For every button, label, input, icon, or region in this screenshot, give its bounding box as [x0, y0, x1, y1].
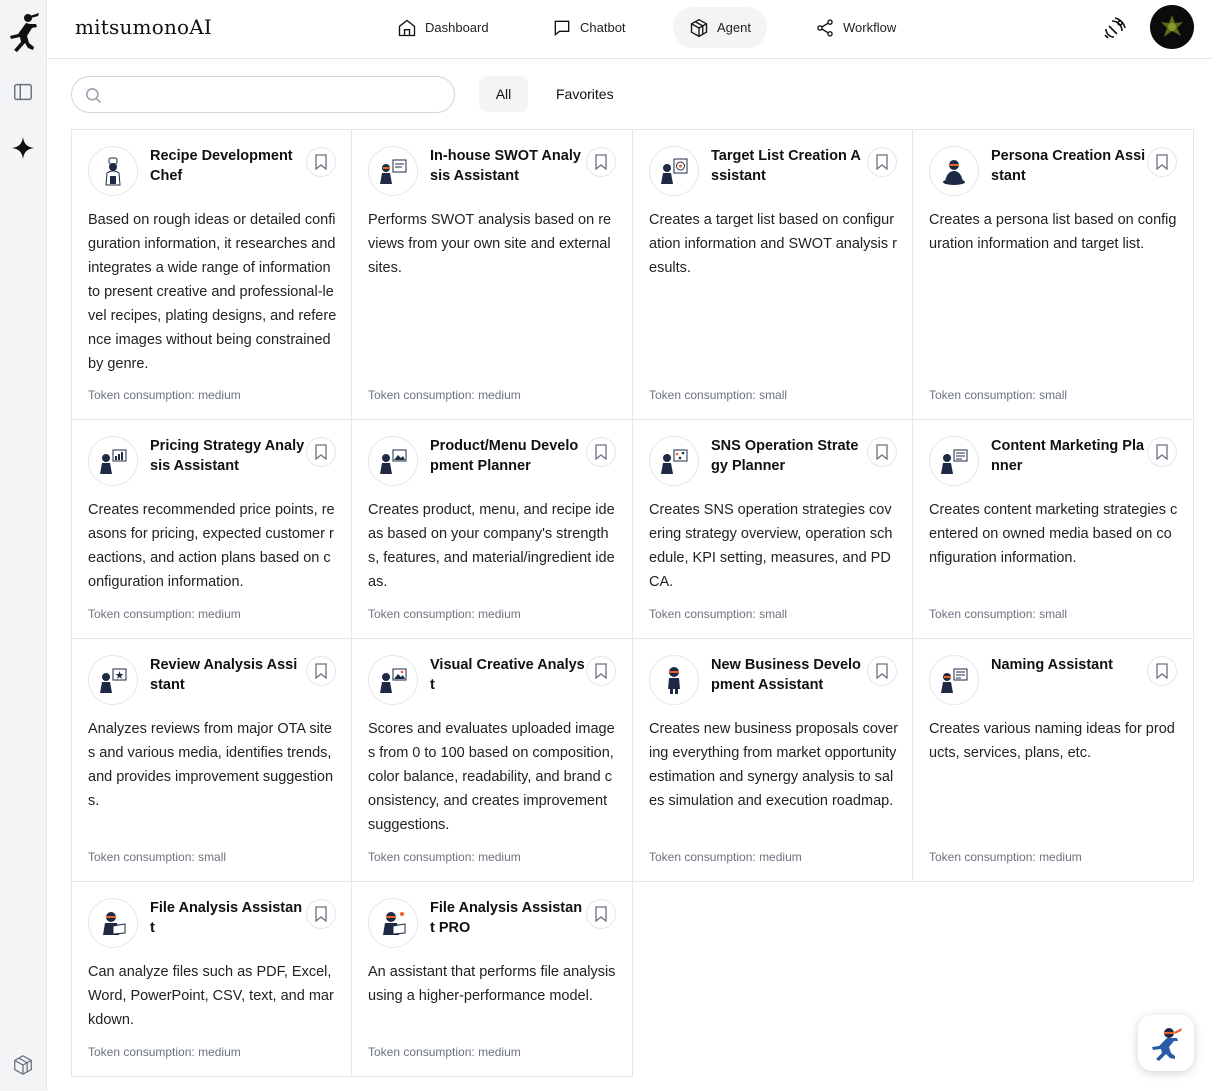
ninja-chart-icon [88, 436, 138, 486]
agent-description: Based on rough ideas or detailed configuration information, it researches and integrates a wide range of information to present creative and professional-level recipes, plating designs, and reference images without being constrained by genre. [88, 212, 337, 372]
agent-token: Token consumption: medium [368, 1045, 521, 1059]
agent-description: Scores and evaluates uploaded images from 0 to 100 based on composition, color balance, readability, and brand consistency, and creates improvement suggestions. [368, 721, 615, 833]
bookmark-icon [314, 906, 328, 922]
bookmark-icon [594, 906, 608, 922]
agent-card[interactable] [71, 420, 352, 639]
agent-title: Target List Creation Assistant [711, 148, 861, 184]
bookmark-button[interactable] [586, 147, 616, 177]
agent-title: Review Analysis Assistant [150, 657, 298, 693]
top-header [47, 0, 1213, 59]
ninja-meditate-icon [929, 146, 979, 196]
cube-icon [689, 18, 709, 38]
nav-dashboard[interactable] [381, 7, 505, 48]
cube-icon[interactable] [9, 1051, 37, 1079]
ninja-document-icon [929, 436, 979, 486]
share-icon [815, 18, 835, 38]
agent-card[interactable] [913, 420, 1194, 639]
agent-card[interactable] [352, 882, 633, 1077]
agent-token: Token consumption: medium [929, 850, 1082, 864]
agent-card[interactable] [352, 639, 633, 882]
bookmark-icon [314, 154, 328, 170]
bookmark-icon [875, 154, 889, 170]
bookmark-button[interactable] [1147, 147, 1177, 177]
nav-workflow[interactable] [799, 7, 912, 48]
agent-description: Can analyze files such as PDF, Excel, Word, PowerPoint, CSV, text, and markdown. [88, 964, 334, 1028]
agent-description: Creates new business proposals covering everything from market opportunity estimation and synergy analysis to sales simulation and execution roadmap. [649, 721, 899, 809]
agent-description: Creates a persona list based on configuration information and target list. [929, 212, 1177, 252]
ninja-review-icon [88, 655, 138, 705]
bookmark-button[interactable] [306, 656, 336, 686]
nav-agent-label: Agent [717, 20, 751, 35]
bookmark-button[interactable] [867, 656, 897, 686]
agent-card[interactable] [71, 882, 352, 1077]
bookmark-button[interactable] [1147, 437, 1177, 467]
nav-chatbot-label: Chatbot [580, 20, 626, 35]
ninja-board-icon [368, 146, 418, 196]
agent-token: Token consumption: small [88, 850, 227, 864]
ninja-image-icon [368, 655, 418, 705]
chef-icon [88, 146, 138, 196]
ninja-laptop-icon [88, 898, 138, 948]
home-icon [397, 18, 417, 38]
bookmark-button[interactable] [586, 437, 616, 467]
agent-card[interactable] [352, 420, 633, 639]
ninja-name-icon [929, 655, 979, 705]
agent-token: Token consumption: small [649, 607, 788, 621]
agent-card[interactable] [71, 639, 352, 882]
filter-all[interactable]: All [479, 76, 528, 112]
ninja-network-icon [649, 436, 699, 486]
agent-description: Creates recommended price points, reasons for pricing, expected customer reactions, and action plans based on configuration information. [88, 502, 335, 590]
user-avatar[interactable] [1150, 5, 1194, 49]
agent-title: Pricing Strategy Analysis Assistant [150, 438, 305, 474]
agent-title: File Analysis Assistant PRO [430, 900, 583, 936]
ninja-mascot-icon [1147, 1024, 1185, 1062]
agent-token: Token consumption: medium [88, 607, 241, 621]
agent-title: Recipe Development Chef [150, 148, 293, 184]
bookmark-icon [594, 444, 608, 460]
ninja-laptop-pro-icon [368, 898, 418, 948]
agent-card[interactable] [633, 639, 913, 882]
toggle-sidebar-icon[interactable] [9, 78, 37, 106]
bookmark-button[interactable] [306, 437, 336, 467]
agent-token: Token consumption: medium [88, 1045, 241, 1059]
nav-dashboard-label: Dashboard [425, 20, 489, 35]
bookmark-button[interactable] [1147, 656, 1177, 686]
filter-favorites[interactable]: Favorites [556, 86, 614, 102]
agent-title: New Business Development Assistant [711, 657, 861, 693]
bookmark-button[interactable] [586, 899, 616, 929]
satellite-icon[interactable] [1100, 15, 1128, 43]
agent-description: Creates a target list based on configuration information and SWOT analysis results. [649, 212, 897, 276]
agent-description: An assistant that performs file analysis using a higher-performance model. [368, 964, 616, 1004]
bookmark-icon [1155, 663, 1169, 679]
agent-token: Token consumption: medium [88, 388, 241, 402]
agent-card[interactable] [913, 129, 1194, 420]
agent-title: Product/Menu Development Planner [430, 438, 579, 474]
agent-token: Token consumption: small [929, 607, 1068, 621]
bookmark-icon [875, 663, 889, 679]
agent-card[interactable] [71, 129, 352, 420]
agent-token: Token consumption: small [929, 388, 1068, 402]
assistant-launcher-button[interactable] [1138, 1015, 1194, 1071]
agent-token: Token consumption: medium [649, 850, 802, 864]
bookmark-button[interactable] [867, 147, 897, 177]
nav-chatbot[interactable] [536, 7, 642, 48]
agent-description: Analyzes reviews from major OTA sites and various media, identifies trends, and provides improvement suggestions. [88, 721, 334, 809]
agent-description: Creates content marketing strategies centered on owned media based on configuration information. [929, 502, 1178, 566]
bookmark-button[interactable] [306, 899, 336, 929]
bookmark-icon [314, 444, 328, 460]
bookmark-button[interactable] [586, 656, 616, 686]
bookmark-icon [1155, 444, 1169, 460]
agent-token: Token consumption: medium [368, 607, 521, 621]
left-rail [0, 0, 47, 1091]
bookmark-icon [594, 663, 608, 679]
agent-description: Performs SWOT analysis based on reviews from your own site and external sites. [368, 212, 612, 276]
brand-title: mitsumonoAI [75, 15, 213, 39]
bookmark-icon [1155, 154, 1169, 170]
agent-title: File Analysis Assistant [150, 900, 303, 936]
bookmark-button[interactable] [867, 437, 897, 467]
ninja-target-icon [649, 146, 699, 196]
agent-title: In-house SWOT Analysis Assistant [430, 148, 581, 184]
agent-token: Token consumption: small [649, 388, 788, 402]
agent-description: Creates product, menu, and recipe ideas based on your company's strengths, features, and material/ingredient ideas. [368, 502, 615, 590]
ninja-standing-icon [649, 655, 699, 705]
ninja-logo-icon[interactable] [6, 12, 40, 52]
bookmark-icon [875, 444, 889, 460]
agent-token: Token consumption: medium [368, 388, 521, 402]
bookmark-button[interactable] [306, 147, 336, 177]
search-box[interactable] [71, 76, 455, 113]
sparkle-icon[interactable] [9, 134, 37, 162]
agent-description: Creates SNS operation strategies covering strategy overview, operation schedule, KPI setting, measures, and PDCA. [649, 502, 893, 590]
agent-card[interactable] [633, 420, 913, 639]
bookmark-icon [594, 154, 608, 170]
agent-card[interactable] [352, 129, 633, 420]
ninja-picture-icon [368, 436, 418, 486]
search-icon [84, 86, 103, 105]
agent-card[interactable] [913, 639, 1194, 882]
chat-icon [552, 18, 572, 38]
nav-agent[interactable] [673, 7, 767, 48]
agent-token: Token consumption: medium [368, 850, 521, 864]
agent-title: SNS Operation Strategy Planner [711, 438, 859, 474]
search-input[interactable] [112, 83, 442, 107]
bookmark-icon [314, 663, 328, 679]
agent-title: Content Marketing Planner [991, 438, 1145, 474]
agent-description: Creates various naming ideas for products, services, plans, etc. [929, 721, 1175, 761]
agent-title: Naming Assistant [991, 657, 1113, 673]
agent-card[interactable] [633, 129, 913, 420]
nav-workflow-label: Workflow [843, 20, 897, 35]
agent-title: Persona Creation Assistant [991, 148, 1146, 184]
agent-title: Visual Creative Analyst [430, 657, 585, 693]
